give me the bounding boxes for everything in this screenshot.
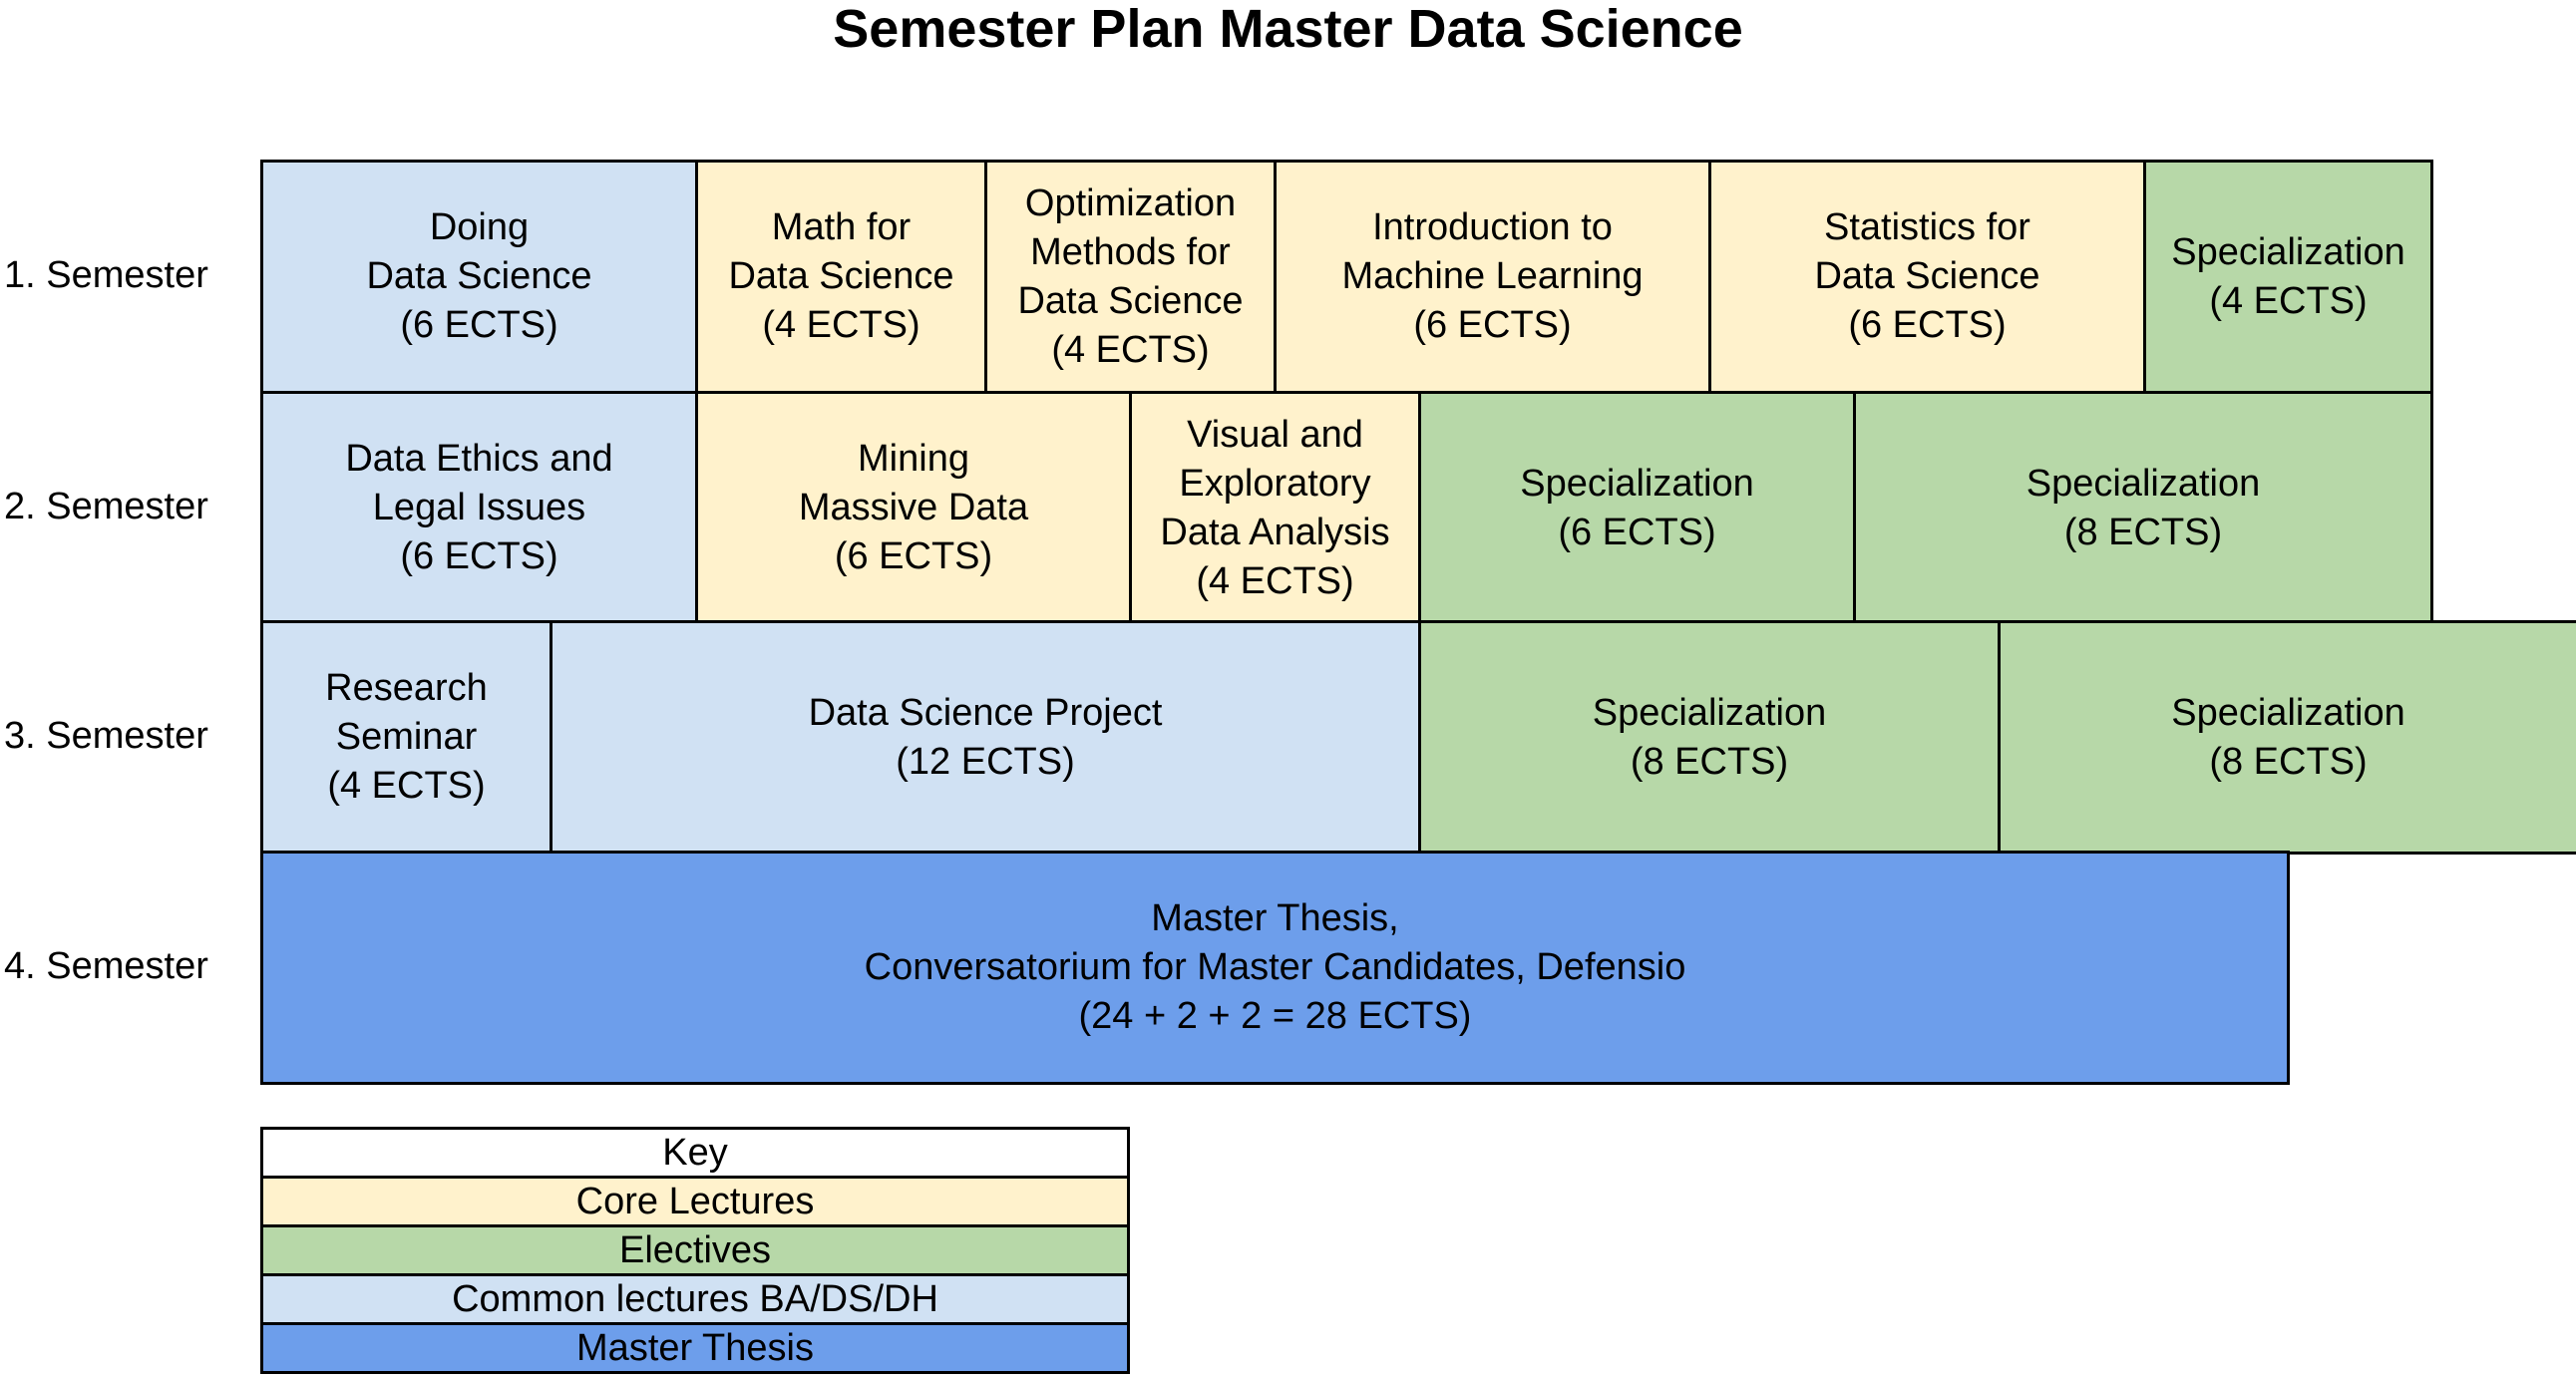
semester-label: 1. Semester bbox=[4, 254, 208, 296]
key-entry-electives: Electives bbox=[260, 1224, 1130, 1276]
module-research: Research Seminar (4 ECTS) bbox=[260, 620, 552, 855]
module-optimization: Optimization Methods for Data Science (4 ECTS) bbox=[984, 160, 1277, 394]
module-specialization: Specialization (8 ECTS) bbox=[1998, 620, 2576, 855]
module-specialization: Specialization (8 ECTS) bbox=[1853, 391, 2433, 625]
module-specialization: Specialization (6 ECTS) bbox=[1418, 391, 1856, 625]
semester-label: 3. Semester bbox=[4, 715, 208, 757]
semester-label: 4. Semester bbox=[4, 945, 208, 987]
module-introduction-to: Introduction to Machine Learning (6 ECTS) bbox=[1274, 160, 1711, 394]
semester-label: 2. Semester bbox=[4, 486, 208, 527]
module-visual-and: Visual and Exploratory Data Analysis (4 ECTS) bbox=[1129, 391, 1421, 625]
key-entry-core-lectures: Core Lectures bbox=[260, 1176, 1130, 1227]
module-statistics-for: Statistics for Data Science (6 ECTS) bbox=[1708, 160, 2146, 394]
key-title: Key bbox=[260, 1127, 1130, 1179]
module-data-science-project: Data Science Project (12 ECTS) bbox=[550, 620, 1421, 855]
module-master-thesis: Master Thesis, Conversatorium for Master Candidates, Defensio (24 + 2 + 2 = 28 ECTS) bbox=[260, 851, 2290, 1085]
module-data-ethics-and: Data Ethics and Legal Issues (6 ECTS) bbox=[260, 391, 698, 625]
module-specialization: Specialization (8 ECTS) bbox=[1418, 620, 2001, 855]
module-math-for: Math for Data Science (4 ECTS) bbox=[695, 160, 987, 394]
module-specialization: Specialization (4 ECTS) bbox=[2143, 160, 2433, 394]
module-mining: Mining Massive Data (6 ECTS) bbox=[695, 391, 1132, 625]
diagram-title: Semester Plan Master Data Science bbox=[833, 0, 1743, 59]
module-doing: Doing Data Science (6 ECTS) bbox=[260, 160, 698, 394]
key-entry-common-lectures-ba-ds-dh: Common lectures BA/DS/DH bbox=[260, 1273, 1130, 1325]
key-entry-master-thesis: Master Thesis bbox=[260, 1322, 1130, 1374]
